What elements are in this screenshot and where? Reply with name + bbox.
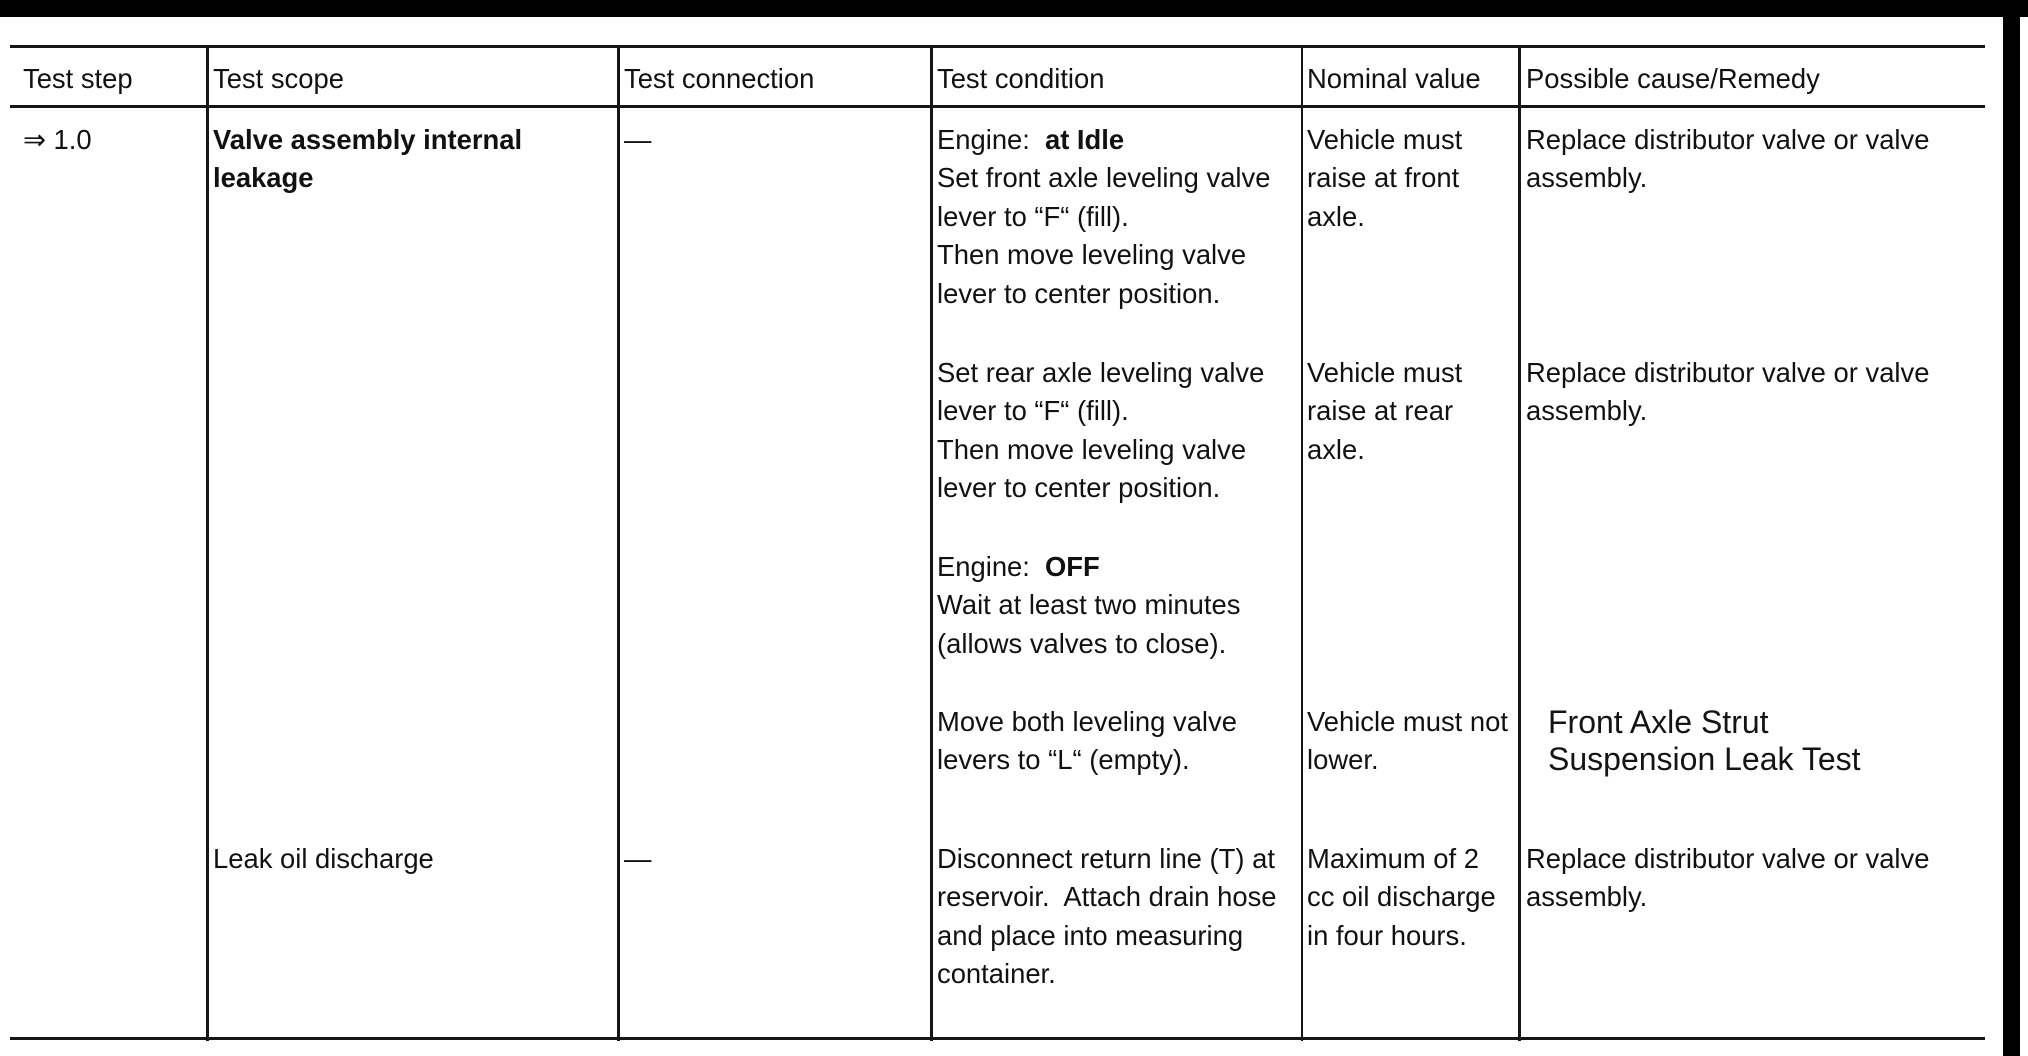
test-scope-line: leakage: [213, 162, 314, 194]
column-divider: [1301, 45, 1304, 1041]
column-divider: [930, 45, 933, 1041]
condition-line: Then move leveling valve: [937, 239, 1247, 271]
condition-line: and place into measuring: [937, 919, 1244, 951]
header-test-connection: Test connection: [624, 63, 815, 94]
header-possible-cause-remedy: Possible cause/Remedy: [1526, 63, 1820, 94]
table-bottom-rule: [10, 1037, 1985, 1040]
test-scope-cell: [213, 840, 434, 878]
nominal-value-line: Maximum of 2: [1307, 843, 1479, 874]
remedy-cell: [1526, 121, 1929, 198]
remedy-line: assembly.: [1526, 162, 1648, 194]
remedy-cell: [1526, 354, 1929, 431]
header-bottom-rule: [10, 105, 1985, 108]
condition-line: Then move leveling valve: [937, 433, 1247, 465]
column-divider: [1518, 45, 1521, 1041]
engine-label: Engine:: [937, 551, 1030, 582]
nominal-value-line: axle.: [1307, 200, 1365, 232]
link-text-line[interactable]: Front Axle Strut: [1548, 703, 1769, 740]
condition-line: levers to “L“ (empty).: [937, 744, 1190, 776]
engine-state: OFF: [1044, 551, 1100, 582]
remedy-line: Replace distributor valve or valve: [1526, 124, 1930, 155]
remedy-line: Replace distributor valve or valve: [1526, 843, 1930, 874]
condition-line: Set rear axle leveling valve: [937, 357, 1265, 388]
test-scope-line: Valve assembly internal: [213, 124, 523, 155]
header-test-scope: Test scope: [213, 63, 344, 94]
condition-line: lever to “F“ (fill).: [937, 200, 1129, 232]
test-scope-cell: [213, 121, 522, 198]
test-condition-cell: [937, 548, 1240, 663]
column-divider: [617, 45, 620, 1041]
remedy-line: Replace distributor valve or valve: [1526, 357, 1930, 388]
remedy-line: assembly.: [1526, 395, 1648, 427]
remedy-cell: [1526, 840, 1929, 917]
condition-line: lever to center position.: [937, 277, 1221, 309]
link-text-line[interactable]: Suspension Leak Test: [1548, 741, 1861, 778]
remedy-line: assembly.: [1526, 881, 1648, 913]
engine-label: Engine:: [937, 124, 1030, 155]
test-step-cell: ⇒ 1.0: [23, 124, 92, 155]
nominal-value-line: raise at front: [1307, 162, 1460, 194]
nominal-value-line: lower.: [1307, 744, 1379, 776]
nominal-value-cell: [1307, 703, 1508, 780]
condition-line: Wait at least two minutes: [937, 589, 1241, 621]
engine-condition-line: [937, 548, 1240, 586]
right-frame-bar: [2003, 0, 2020, 1056]
test-condition-cell: [937, 121, 1270, 313]
condition-line: Move both leveling valve: [937, 706, 1237, 737]
nominal-value-cell: [1307, 840, 1496, 955]
condition-line: container.: [937, 958, 1056, 990]
table-top-rule: [10, 45, 1985, 48]
test-condition-cell: [937, 703, 1237, 780]
front-axle-strut-leak-test-link[interactable]: [1548, 704, 1861, 779]
column-divider: [206, 45, 209, 1041]
condition-line: lever to center position.: [937, 472, 1221, 504]
nominal-value-line: axle.: [1307, 433, 1365, 465]
test-condition-cell: [937, 840, 1277, 994]
test-scope-line: Leak oil discharge: [213, 843, 434, 874]
nominal-value-line: cc oil discharge: [1307, 881, 1496, 913]
condition-line: Set front axle leveling valve: [937, 162, 1271, 194]
nominal-value-line: Vehicle must not: [1307, 706, 1508, 737]
header-test-condition: Test condition: [937, 63, 1105, 94]
engine-state: at Idle: [1044, 124, 1125, 155]
nominal-value-cell: [1307, 354, 1462, 469]
nominal-value-line: raise at rear: [1307, 395, 1454, 427]
condition-line: reservoir. Attach drain hose: [937, 881, 1277, 913]
nominal-value-line: Vehicle must: [1307, 357, 1463, 388]
condition-line: Disconnect return line (T) at: [937, 843, 1275, 874]
top-frame-bar: [0, 0, 2028, 17]
header-nominal-value: Nominal value: [1307, 63, 1481, 94]
condition-line: (allows valves to close).: [937, 627, 1227, 659]
test-connection-cell: —: [624, 124, 652, 155]
nominal-value-line: in four hours.: [1307, 919, 1467, 951]
test-connection-cell: —: [624, 843, 652, 874]
nominal-value-cell: [1307, 121, 1462, 236]
engine-condition-line: [937, 121, 1270, 159]
condition-line: lever to “F“ (fill).: [937, 395, 1129, 427]
header-test-step: Test step: [23, 63, 133, 94]
test-condition-cell: [937, 354, 1264, 508]
nominal-value-line: Vehicle must: [1307, 124, 1463, 155]
